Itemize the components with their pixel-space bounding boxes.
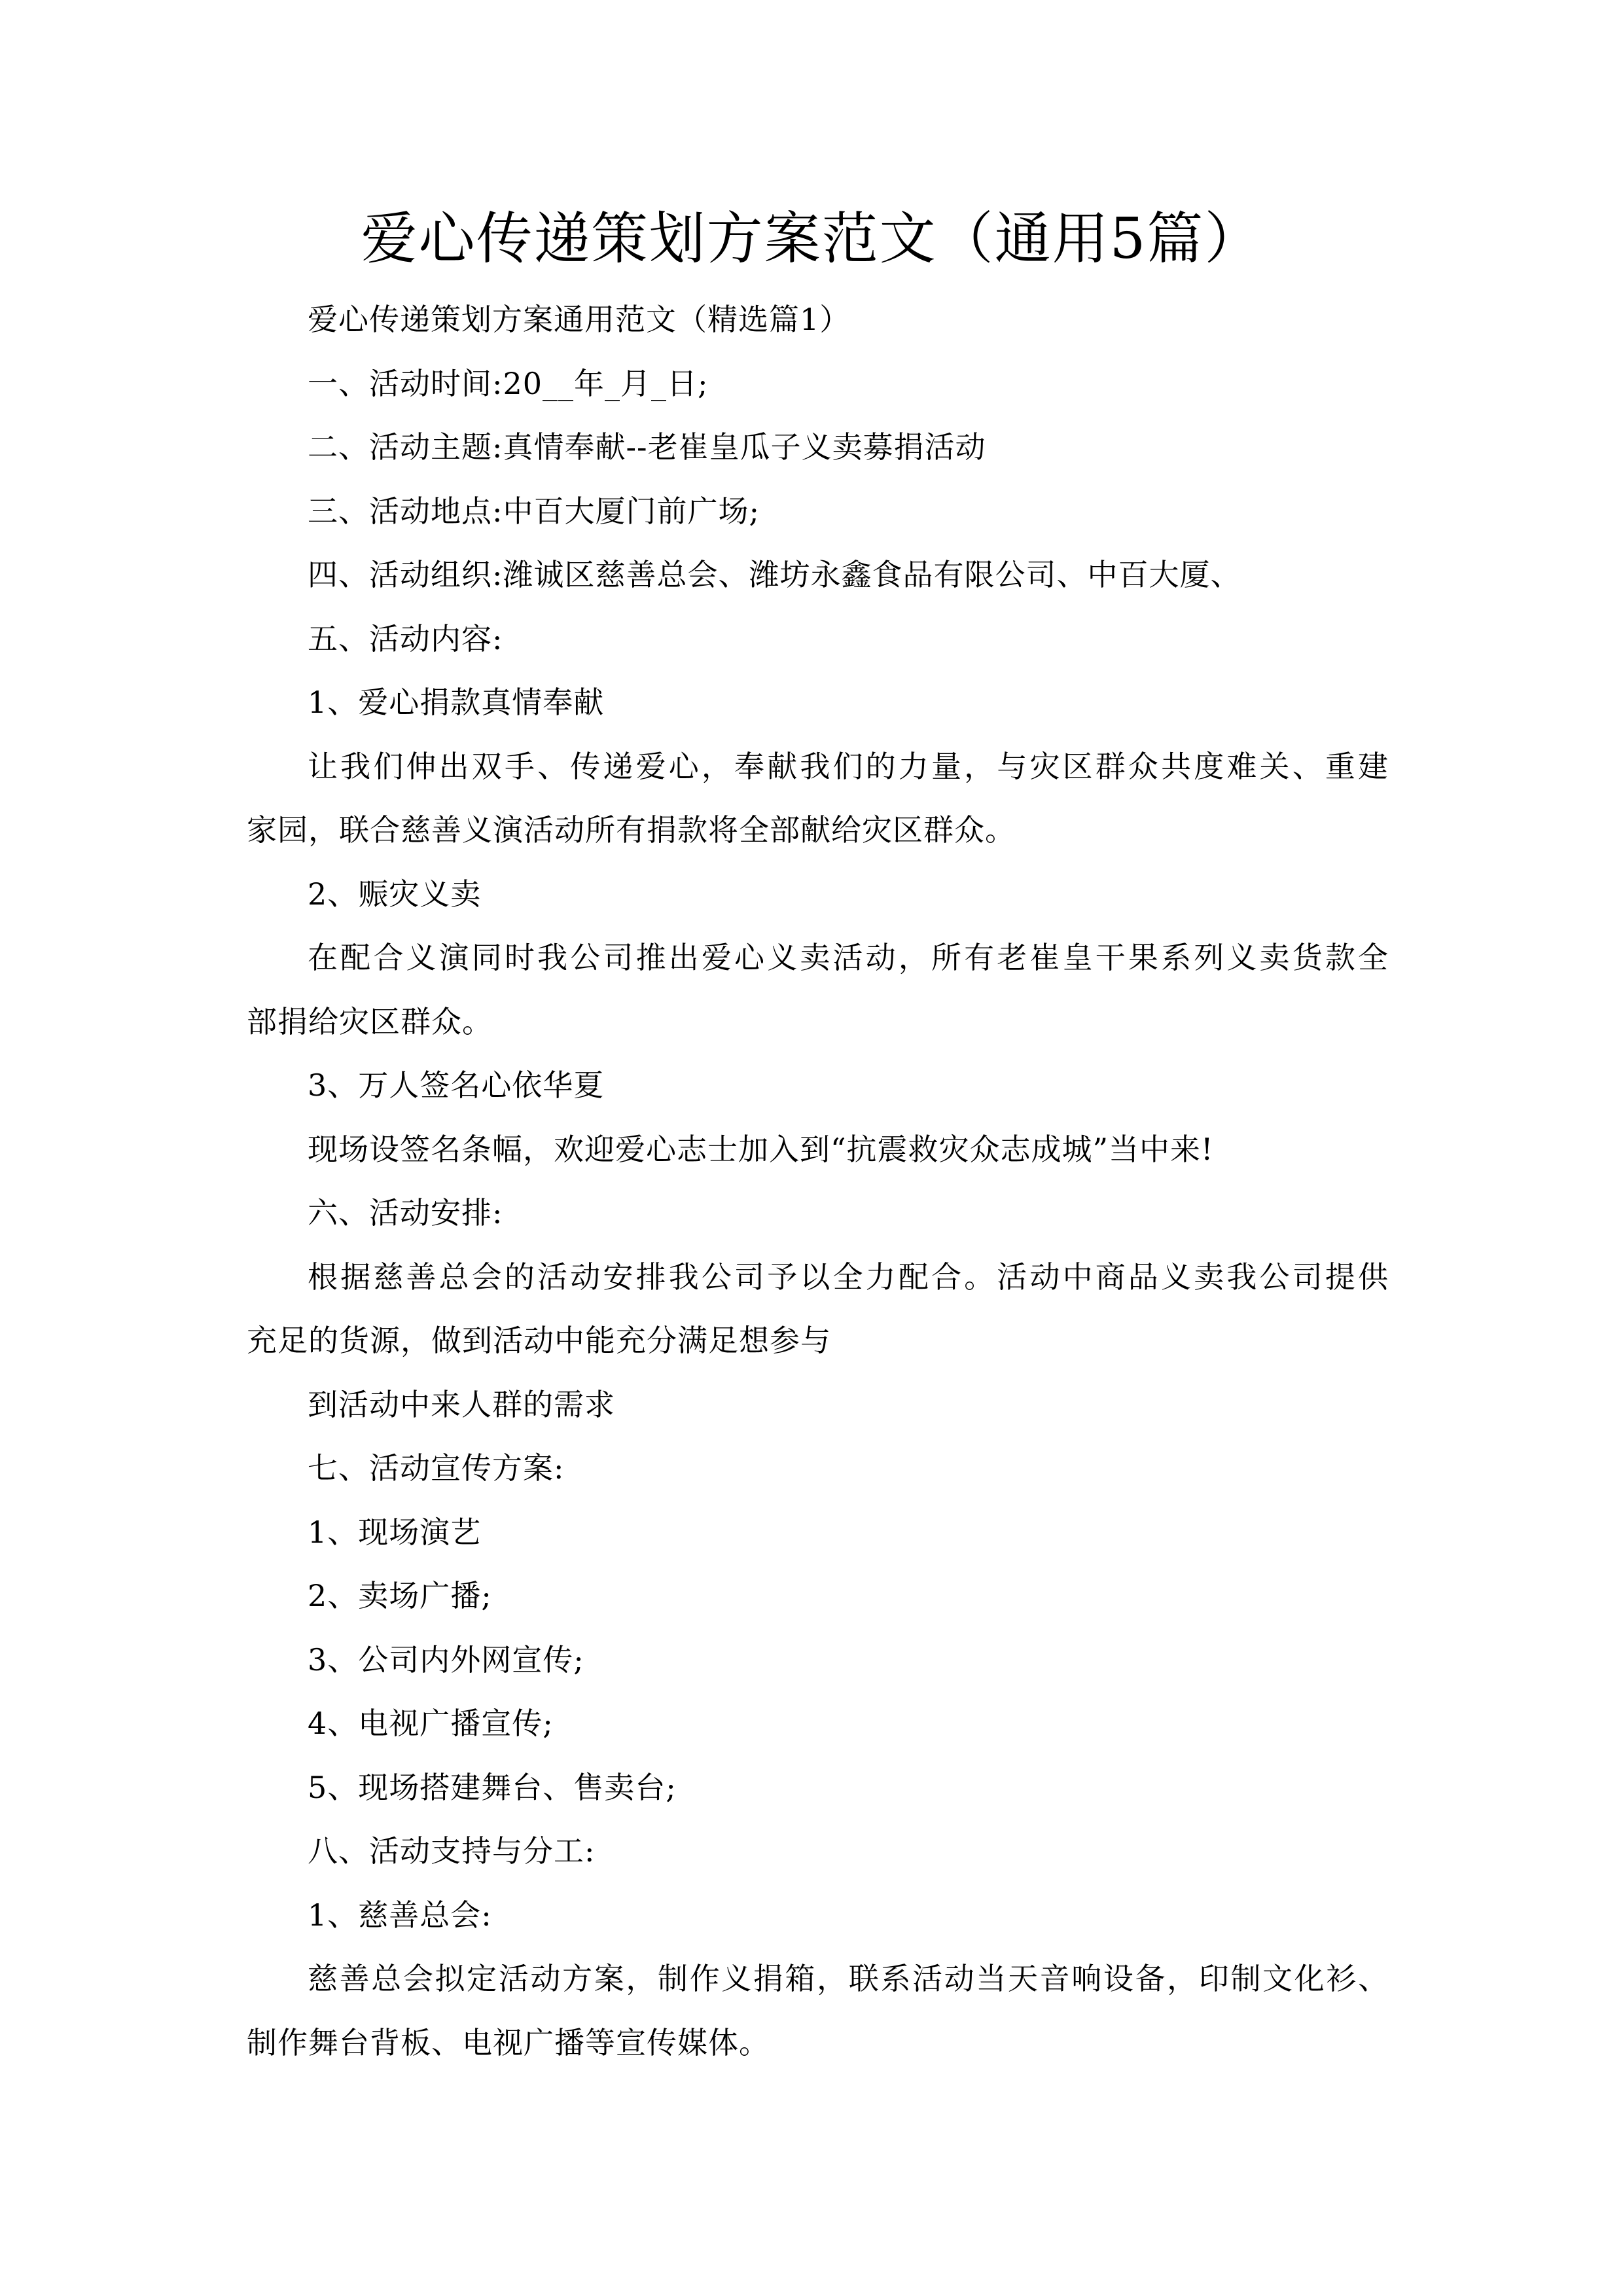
activity-organizer: 四、活动组织:潍诚区慈善总会、潍坊永鑫食品有限公司、中百大厦、 bbox=[308, 557, 1241, 592]
content-heading: 五、活动内容: bbox=[308, 620, 503, 656]
arrangement-text: 充足的货源，做到活动中能充分满足想参与 bbox=[247, 1323, 831, 1358]
support-heading: 八、活动支持与分工: bbox=[308, 1833, 596, 1869]
activity-time: 一、活动时间:20__年_月_日; bbox=[308, 365, 709, 401]
document-title: 爱心传递策划方案范文（通用5篇） bbox=[361, 206, 1262, 272]
content-item-text: 现场设签名条幅，欢迎爱心志士加入到“抗震救灾众志成城”当中来! bbox=[308, 1131, 1214, 1167]
arrangement-heading: 六、活动安排: bbox=[308, 1195, 503, 1230]
activity-location: 三、活动地点:中百大厦门前广场; bbox=[308, 493, 760, 529]
promotion-heading: 七、活动宣传方案: bbox=[308, 1450, 565, 1486]
promotion-item: 2、卖场广播; bbox=[308, 1578, 492, 1613]
activity-theme: 二、活动主题:真情奉献--老崔皇瓜子义卖募捐活动 bbox=[308, 429, 986, 465]
content-item-text: 部捐给灾区群众。 bbox=[247, 1003, 493, 1039]
content-item-text: 让我们伸出双手、传递爱心，奉献我们的力量，与灾区群众共度难关、重建 bbox=[308, 748, 1389, 784]
arrangement-text: 根据慈善总会的活动安排我公司予以全力配合。活动中商品义卖我公司提供 bbox=[308, 1259, 1389, 1295]
support-item-heading: 1、慈善总会: bbox=[308, 1897, 492, 1933]
content-item-text: 家园，联合慈善义演活动所有捐款将全部献给灾区群众。 bbox=[247, 812, 1016, 848]
promotion-item: 4、电视广播宣传; bbox=[308, 1706, 554, 1741]
support-item-text: 制作舞台背板、电视广播等宣传媒体。 bbox=[247, 2024, 770, 2060]
content-item-heading: 3、万人签名心依华夏 bbox=[308, 1067, 605, 1103]
document-body bbox=[247, 288, 1389, 2075]
content-item-text: 在配合义演同时我公司推出爱心义卖活动，所有老崔皇干果系列义卖货款全 bbox=[308, 940, 1389, 975]
promotion-item: 3、公司内外网宣传; bbox=[308, 1641, 584, 1677]
section-subtitle: 爱心传递策划方案通用范文（精选篇1） bbox=[308, 302, 851, 337]
support-item-text: 慈善总会拟定活动方案，制作义捐箱，联系活动当天音响设备，印制文化衫、 bbox=[308, 1961, 1389, 1996]
content-item-heading: 2、赈灾义卖 bbox=[308, 876, 482, 912]
promotion-item: 5、现场搭建舞台、售卖台; bbox=[308, 1769, 677, 1805]
arrangement-text: 到活动中来人群的需求 bbox=[308, 1386, 615, 1422]
content-item-heading: 1、爱心捐款真情奉献 bbox=[308, 685, 605, 720]
promotion-item: 1、现场演艺 bbox=[308, 1514, 482, 1550]
